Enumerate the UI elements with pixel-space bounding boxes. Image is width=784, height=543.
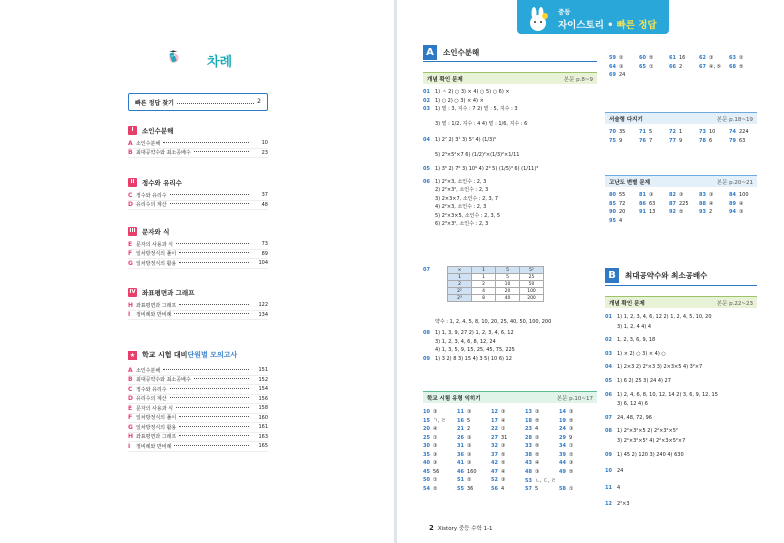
answer-cell: 82 ③ [669,192,684,199]
chapter-b-header: B 최대공약수와 최소공배수 [605,268,707,283]
toc-section-3 [128,227,268,269]
answer-row [423,442,593,451]
school-bar-a: 학교 시험 유형 익히기 본문 p.10~17 [423,391,597,403]
exam-item[interactable]: F 일차방정식의 풀이 160 [128,414,268,422]
advanced-bar: 고난도 변별 문제 본문 p.20~21 [605,175,757,187]
answer-cell: 29 9 [559,434,573,441]
exam-item[interactable]: A 소인수분해 151 [128,366,268,374]
answer-cell: 12 ③ [491,409,506,416]
toc-item[interactable]: H 좌표평면과 그래프 122 [128,301,268,309]
banner-subtitle: 중등 [558,8,571,16]
answer-cell: 39 ② [559,451,574,458]
answer-cell: 54 ② [423,485,438,492]
answer-cell: 71 5 [639,129,653,136]
answer-cell: 36 ③ [457,451,472,458]
answer-row [423,476,593,485]
answer-cell: 51 ② [457,477,472,484]
answer-row [609,128,759,137]
answer-row [609,217,759,226]
answer-cell: 62 ③ [699,55,714,62]
answer-cell: 35 ③ [423,451,438,458]
answer-cell: 34 ① [559,443,574,450]
advanced-grid [609,191,759,225]
answer-row [609,200,759,209]
answer-cell: 45 56 [423,468,440,475]
answer-row [423,434,593,443]
answer-cell: 68 ⑤ [729,63,744,70]
answer-cell: 77 9 [669,137,683,144]
answers-grid-top [609,54,759,80]
page-footer [429,524,493,532]
answer-cell: 78 6 [699,137,713,144]
toc-section-1 [128,126,268,158]
answers-a: 01 1) ㅅ 2) ○ 3) × 4) ○ 5) ○ 6) × 02 1) ○ 2) ○ 3) × 4) × 03 1) 밑 : 3, 지수 : 7 2) 밑 : 5, 지수 : 3 3) 밑 : 1/2, 지수 : 4 4) 밑 : 1/6, 지수 : 6 04 1) 2⁷ 2) 3⁷ 3) 5⁷ 4) (1/3)⁵ 5) 2³×5²×7 6) (1/2)²×(1/3)²×1/11 05 1) 3⁵ 2) 7⁶ 3) 10⁶ 4) 2⁶ 5) (1/5)³ 6) (1/11)³ 06 1) 2²×3, 소인수 : 2, 3 2) 2²×3², 소인수 : 2, 3 3) 2×3×7, 소인수 : 2, 3, 7 4) 2²×3, 소인수 : 2, 3 5) 2²×3×5, 소인수 : 2, 3, 5 6) 2³×3², 소인수 : 2, 3 [423,89,539,227]
quick-answer-link[interactable] [128,93,268,111]
q07-number: 07 [423,267,430,273]
toc-item[interactable]: D 유리수의 계산 48 [128,201,268,209]
answer-cell: 92 ⑤ [669,209,684,216]
exam-item[interactable]: G 일차방정식의 활용 161 [128,423,268,431]
answer-row [609,54,759,63]
toc-section-2 [128,178,268,210]
answer-cell: 60 ⑤ [639,55,654,62]
answer-cell: 49 ⑤ [559,468,574,475]
answer-cell: 79 63 [729,137,746,144]
answer-cell: 18 ⑤ [525,417,540,424]
answer-row [423,451,593,460]
answer-cell: 94 ③ [729,209,744,216]
answer-cell: 72 1 [669,129,683,136]
answer-cell: 88 ④ [699,200,714,207]
page-number: 2 [429,524,434,532]
concept-bar-b: 개념 확인 문제 본문 p.22~23 [605,296,757,308]
answer-cell: 58 ① [559,485,574,492]
answer-cell: 40 ③ [423,460,438,467]
answer-cell: 37 ⑤ [491,451,506,458]
star-icon: ★ [129,351,136,359]
answer-row [609,71,759,80]
answer-cell: 83 ③ [699,192,714,199]
answer-cell: 19 ⑤ [559,417,574,424]
answer-cell: 74 224 [729,129,749,136]
answer-cell: 67 ④, ⑤ [699,63,722,70]
answer-cell: 90 20 [609,209,626,216]
answer-cell: 59 ② [609,55,624,62]
exam-title: ★ 학교 시험 대비 단원별 모의고사 [129,351,238,359]
answer-cell: 17 ④ [491,417,506,424]
answer-cell: 61 16 [669,55,686,62]
answer-cell: 38 ⑤ [525,451,540,458]
answer-cell: 84 100 [729,192,749,199]
answer-cell: 10 ③ [423,409,438,416]
answer-cell: 89 ④ [729,200,744,207]
exam-item[interactable]: E 문자의 사용과 식 158 [128,404,268,412]
answer-cell: 80 55 [609,192,626,199]
answer-cell: 24 ③ [559,426,574,433]
quick-answer-label: 빠른 정답 찾기 [135,100,174,107]
answer-cell: 15 ㄱ, ㄹ [423,418,446,425]
chapter-divider [605,285,757,286]
answer-cell: 52 ③ [491,477,506,484]
exam-item[interactable]: H 좌표평면과 그래프 163 [128,433,268,441]
toc-item[interactable]: B 최대공약수와 최소공배수 23 [128,149,268,157]
divisor-table: × 1 5 5² 1 1 5 25 2 2 10 50 2² 4 20 100 2³ 8 40 200 [447,266,544,302]
toc-item[interactable]: E 문자의 사용과 식 73 [128,240,268,248]
divisor-note: 약수 : 1, 2, 4, 5, 8, 10, 20, 25, 40, 50, 100, 200 [435,319,552,325]
answer-cell: 63 ② [729,55,744,62]
banner-title: 자이스토리 • 빠른 정답 [558,20,657,31]
answer-row [423,417,593,426]
exam-item[interactable]: D 유리수의 계산 156 [128,395,268,403]
toc-item[interactable]: A 소인수분해 10 [128,139,268,147]
answer-cell: 44 ③ [559,460,574,467]
answer-row [423,459,593,468]
answer-cell: 14 ③ [559,409,574,416]
answer-row [423,468,593,477]
answer-row [609,191,759,200]
toc-item[interactable]: F 일차방정식의 풀이 89 [128,250,268,258]
answer-cell: 76 7 [639,137,653,144]
answer-cell: 31 ③ [457,443,472,450]
answer-cell: 81 ③ [639,192,654,199]
leader-dots [177,98,254,104]
answer-cell: 87 225 [669,200,689,207]
school-answers-grid [423,408,593,493]
answer-cell: 93 2 [699,209,713,216]
chapter-divider [423,61,597,62]
descriptive-bar: 서술형 다지기 본문 p.18~19 [605,112,757,124]
answer-cell: 43 ④ [525,460,540,467]
exam-item[interactable]: I 정비례와 반비례 165 [128,442,268,450]
section-title: II 정수와 유리수 [128,178,268,187]
exam-item[interactable]: B 최대공약수와 최소공배수 152 [128,376,268,384]
answer-cell: 50 ① [423,477,438,484]
answer-cell: 95 4 [609,217,623,224]
answer-cell: 41 ③ [457,460,472,467]
answer-cell: 57 5 [525,485,539,492]
toc-item[interactable]: I 정비례와 반비례 134 [128,311,268,319]
descriptive-grid [609,128,759,145]
answer-cell: 47 ④ [491,468,506,475]
exam-item[interactable]: C 정수와 유리수 154 [128,385,268,393]
answer-cell: 66 2 [669,63,683,70]
answer-cell: 26 ③ [457,434,472,441]
answers-page [397,0,784,543]
quick-answer-page: 2 [257,98,261,105]
answer-cell: 20 ④ [423,426,438,433]
answer-cell: 69 24 [609,72,626,79]
answer-cell: 73 10 [699,129,716,136]
rabbit-mascot-icon [526,7,550,33]
answer-cell: 48 ③ [525,468,540,475]
answers-a2: 08 1) 1, 3, 9, 27 2) 1, 2, 3, 4, 6, 12 3) 1, 2, 3, 4, 6, 8, 12, 24 4) 1, 3, 5, 9, 15, 25, 45, 75, 225 09 1) 3 2) 8 3) 15 4) 3 5) 10 6) 12 [423,330,515,362]
toc-title: 차례 [207,55,233,70]
answer-cell: 22 ① [491,426,506,433]
answer-cell: 33 ⑤ [525,443,540,450]
answer-cell: 30 ③ [423,443,438,450]
answer-cell: 85 72 [609,200,626,207]
answer-cell: 56 4 [491,485,505,492]
answer-cell: 42 ⑤ [491,460,506,467]
chapter-a-header: A 소인수분해 [423,45,479,60]
answer-cell: 55 36 [457,485,474,492]
answer-cell: 70 35 [609,129,626,136]
section-title: III 문자와 식 [129,228,170,236]
answer-row [609,208,759,217]
answer-cell: 28 ② [525,434,540,441]
answer-row [609,137,759,146]
toc-section-4 [128,288,268,320]
answer-cell: 91 13 [639,209,656,216]
answer-cell: 27 31 [491,434,508,441]
answer-cell: 16 5 [457,417,471,424]
answer-row [423,408,593,417]
answers-b: 01 1) 1, 2, 3, 4, 6, 12 2) 1, 2, 4, 5, 10, 20 3) 1, 2, 4 4) 4 02 1, 2, 3, 6, 9, 18 03 1) × 2) ○ 3) × 4) ○ 04 1) 2×3 2) 2²×3 3) 2×3×5 4) 3²×7 05 1) 6 2) 25 3) 24 4) 27 06 1) 2, 4, 6, 8, 10, 12, 14 2) 3, 6, 9, 12, 15 3) 6, 12 4) 6 07 24, 48, 72, 96 08 1) 2²×3²×5 2) 2²×3²×5² 3) 2²×3²×5² 4) 2²×3×5²×7 09 1) 45 2) 120 3) 240 4) 630 10 24 11 4 12 2²×3 [605,314,718,508]
concept-bar-a: 개념 확인 문제 본문 p.8~9 [423,72,597,84]
answer-cell: 32 ③ [491,443,506,450]
answer-cell: 13 ③ [525,409,540,416]
footer-title: Xistory 중등 수학 1-1 [437,526,493,532]
answer-cell: 65 ① [639,63,654,70]
answer-row [423,425,593,434]
answer-cell: 25 ① [423,434,438,441]
answer-cell: 23 4 [525,426,539,433]
answer-cell: 64 ③ [609,63,624,70]
toc-exam-section [128,350,268,452]
answer-row [609,63,759,72]
answer-cell: 75 9 [609,137,623,144]
answer-cell: 53 ㄴ, ㄷ, ㄹ [525,477,556,484]
pencil-graduate-icon [166,40,206,76]
answer-row [423,485,593,494]
answer-cell: 46 160 [457,468,477,475]
answer-cell: 21 2 [457,426,471,433]
answer-cell: 86 63 [639,200,656,207]
toc-item[interactable]: C 정수와 유리수 37 [128,191,268,199]
answer-cell: 11 ③ [457,409,472,416]
section-title: I 소인수분해 [128,126,268,135]
section-title: IV 좌표평면과 그래프 [129,289,195,297]
toc-item[interactable]: G 일차방정식의 활용 104 [128,259,268,267]
